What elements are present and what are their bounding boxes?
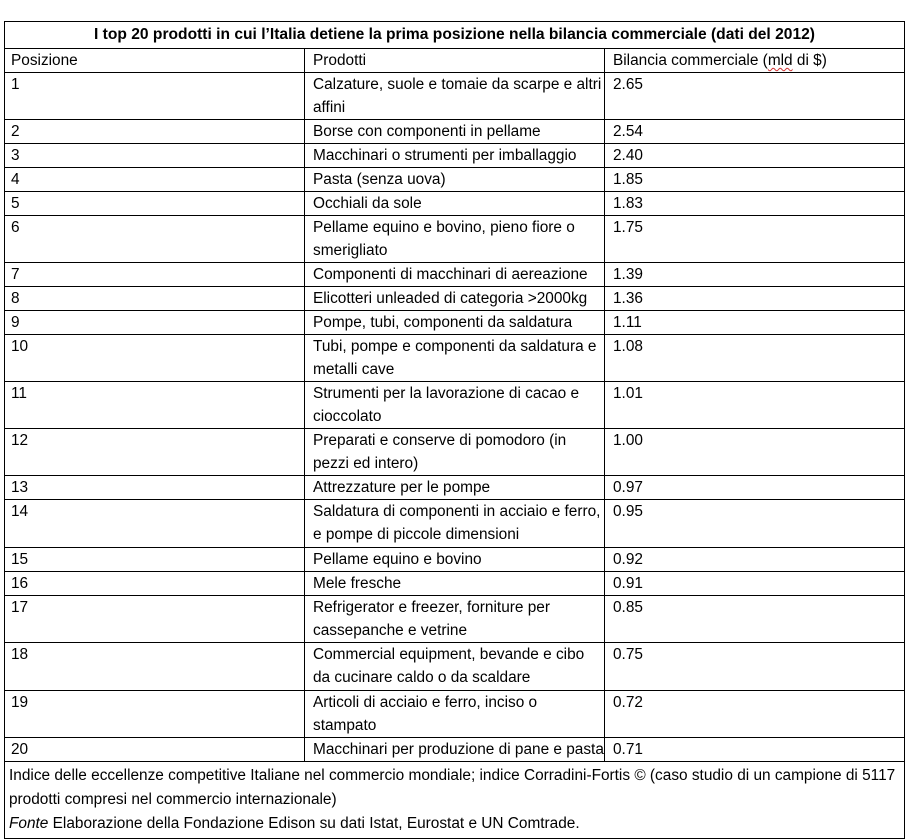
table-title: I top 20 prodotti in cui l’Italia detiene la prima posizione nella bilancia commerciale (dati del 2012) (5, 22, 905, 49)
table-title-row (5, 22, 905, 49)
row-product: Pasta (senza uova) (305, 168, 605, 192)
row-position: 10 (5, 335, 305, 382)
row-value: 1.83 (605, 192, 905, 216)
row-position: 6 (5, 216, 305, 263)
row-position: 3 (5, 144, 305, 168)
row-position: 7 (5, 263, 305, 287)
row-value: 0.91 (605, 572, 905, 596)
data-table (4, 21, 905, 839)
table-row (5, 335, 905, 382)
header-position: Posizione (5, 49, 305, 73)
row-product: Commercial equipment, bevande e cibo da cucinare caldo o da scaldare (305, 643, 605, 691)
row-position: 12 (5, 429, 305, 476)
row-position: 19 (5, 691, 305, 738)
row-position: 5 (5, 192, 305, 216)
table-container (4, 21, 905, 839)
table-row (5, 500, 905, 548)
row-value: 1.01 (605, 382, 905, 429)
row-position: 11 (5, 382, 305, 429)
header-balance-suffix: di $) (792, 52, 827, 69)
row-product: Mele fresche (305, 572, 605, 596)
header-product: Prodotti (305, 49, 605, 73)
row-product: Saldatura di componenti in acciaio e ferro, e pompe di piccole dimensioni (305, 500, 605, 548)
header-balance (605, 49, 905, 73)
row-value: 0.97 (605, 476, 905, 500)
footer-cell (5, 762, 905, 839)
row-value: 2.65 (605, 73, 905, 120)
table-row (5, 263, 905, 287)
row-position: 4 (5, 168, 305, 192)
header-balance-unit: mld (767, 52, 793, 69)
footer-source-label: Fonte (9, 815, 49, 832)
row-position: 18 (5, 643, 305, 691)
footer-source-text: Elaborazione della Fondazione Edison su dati Istat, Eurostat e UN Comtrade. (48, 815, 580, 832)
row-value: 0.92 (605, 548, 905, 572)
row-position: 16 (5, 572, 305, 596)
row-product: Tubi, pompe e componenti da saldatura e metalli cave (305, 335, 605, 382)
table-row (5, 596, 905, 643)
row-value: 1.39 (605, 263, 905, 287)
row-product: Componenti di macchinari di aereazione (305, 263, 605, 287)
footer-source (9, 812, 900, 836)
row-value: 0.85 (605, 596, 905, 643)
table-row (5, 548, 905, 572)
row-value: 2.54 (605, 120, 905, 144)
table-row (5, 643, 905, 691)
row-value: 1.85 (605, 168, 905, 192)
table-row (5, 382, 905, 429)
row-product: Macchinari o strumenti per imballaggio (305, 144, 605, 168)
row-value: 1.08 (605, 335, 905, 382)
row-product: Pellame equino e bovino, pieno fiore o smerigliato (305, 216, 605, 263)
row-position: 17 (5, 596, 305, 643)
row-product: Attrezzature per le pompe (305, 476, 605, 500)
table-row (5, 144, 905, 168)
row-value: 0.72 (605, 691, 905, 738)
table-row (5, 192, 905, 216)
row-product: Occhiali da sole (305, 192, 605, 216)
row-position: 14 (5, 500, 305, 548)
row-value: 0.75 (605, 643, 905, 691)
row-position: 13 (5, 476, 305, 500)
row-value: 1.00 (605, 429, 905, 476)
row-value: 1.75 (605, 216, 905, 263)
row-value: 1.11 (605, 311, 905, 335)
row-product: Strumenti per la lavorazione di cacao e cioccolato (305, 382, 605, 429)
row-value: 1.36 (605, 287, 905, 311)
row-product: Pompe, tubi, componenti da saldatura (305, 311, 605, 335)
table-row (5, 73, 905, 120)
row-value: 0.71 (605, 738, 905, 762)
row-position: 20 (5, 738, 305, 762)
footer-row (5, 762, 905, 839)
row-product: Refrigerator e freezer, forniture per cassepanche e vetrine (305, 596, 605, 643)
row-product: Macchinari per produzione di pane e pasta (305, 738, 605, 762)
row-value: 2.40 (605, 144, 905, 168)
table-row (5, 311, 905, 335)
header-row (5, 49, 905, 73)
footer-note: Indice delle eccellenze competitive Italiane nel commercio mondiale; indice Corradini-Fortis © (caso studio di un campione di 5117 prodotti compresi nel commercio internazionale) (9, 767, 896, 808)
table-row (5, 216, 905, 263)
row-product: Elicotteri unleaded di categoria >2000kg (305, 287, 605, 311)
row-position: 2 (5, 120, 305, 144)
row-value: 0.95 (605, 500, 905, 548)
row-product: Articoli di acciaio e ferro, inciso o stampato (305, 691, 605, 738)
table-row (5, 476, 905, 500)
row-product: Borse con componenti in pellame (305, 120, 605, 144)
row-product: Preparati e conserve di pomodoro (in pezzi ed intero) (305, 429, 605, 476)
row-position: 9 (5, 311, 305, 335)
table-row (5, 168, 905, 192)
table-row (5, 738, 905, 762)
table-row (5, 287, 905, 311)
header-balance-prefix: Bilancia commerciale ( (613, 52, 768, 69)
row-position: 15 (5, 548, 305, 572)
row-position: 8 (5, 287, 305, 311)
table-row (5, 120, 905, 144)
table-row (5, 572, 905, 596)
row-product: Calzature, suole e tomaie da scarpe e altri affini (305, 73, 605, 120)
table-row (5, 691, 905, 738)
table-row (5, 429, 905, 476)
row-product: Pellame equino e bovino (305, 548, 605, 572)
row-position: 1 (5, 73, 305, 120)
